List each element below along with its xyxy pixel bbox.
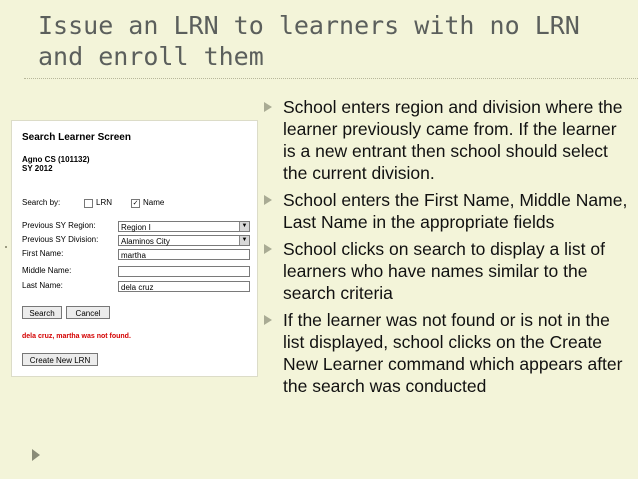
division-value: Alaminos City [121, 237, 170, 246]
triangle-bullet-icon [264, 315, 272, 325]
create-new-lrn-button[interactable]: Create New LRN [22, 353, 98, 366]
bullet-item: School enters the First Name, Middle Name, Last Name in the appropriate fields [262, 189, 634, 233]
division-select[interactable] [118, 235, 250, 246]
next-arrow-icon [32, 449, 40, 461]
triangle-bullet-icon [264, 102, 272, 112]
check-icon: ✓ [132, 200, 139, 207]
division-label: Previous SY Division: [22, 235, 99, 244]
bullet-list [262, 96, 634, 402]
triangle-bullet-icon [264, 244, 272, 254]
left-marker [5, 246, 7, 248]
first-name-label: First Name: [22, 249, 64, 258]
search-learner-screenshot [11, 120, 258, 377]
region-label: Previous SY Region: [22, 221, 96, 230]
middle-name-input[interactable] [118, 266, 250, 277]
title-divider [24, 78, 638, 79]
last-name-input[interactable]: dela cruz [118, 281, 250, 292]
search-button[interactable]: Search [22, 306, 62, 319]
region-select[interactable] [118, 221, 250, 232]
search-by-label: Search by: [22, 198, 61, 207]
chevron-down-icon: ▼ [239, 222, 249, 231]
bullet-item: School clicks on search to display a list of learners who have names similar to the search criteria [262, 238, 634, 304]
not-found-message: dela cruz, martha was not found. [22, 333, 131, 340]
last-name-label: Last Name: [22, 281, 63, 290]
chevron-down-icon: ▼ [239, 236, 249, 245]
bullet-item: School enters region and division where the learner previously came from. If the learner is a new entrant then school should select the current division. [262, 96, 634, 184]
lrn-option-label: LRN [96, 198, 113, 207]
bullet-item: If the learner was not found or is not in the list displayed, school clicks on the Create New Learner command which appears after the search was conducted [262, 309, 634, 397]
middle-name-label: Middle Name: [22, 266, 72, 275]
name-option-label: Name [143, 198, 165, 207]
cancel-button[interactable]: Cancel [66, 306, 110, 319]
first-name-input[interactable]: martha [118, 249, 250, 260]
region-value: Region I [121, 223, 151, 232]
triangle-bullet-icon [264, 195, 272, 205]
lrn-checkbox[interactable] [84, 199, 93, 208]
slide-title: Issue an LRN to learners with no LRN and enroll them [38, 11, 580, 71]
name-checkbox[interactable] [131, 199, 140, 208]
school-year: SY 2012 [22, 164, 53, 173]
school-name: Agno CS (101132) [22, 155, 90, 164]
screen-title: Search Learner Screen [22, 132, 131, 143]
